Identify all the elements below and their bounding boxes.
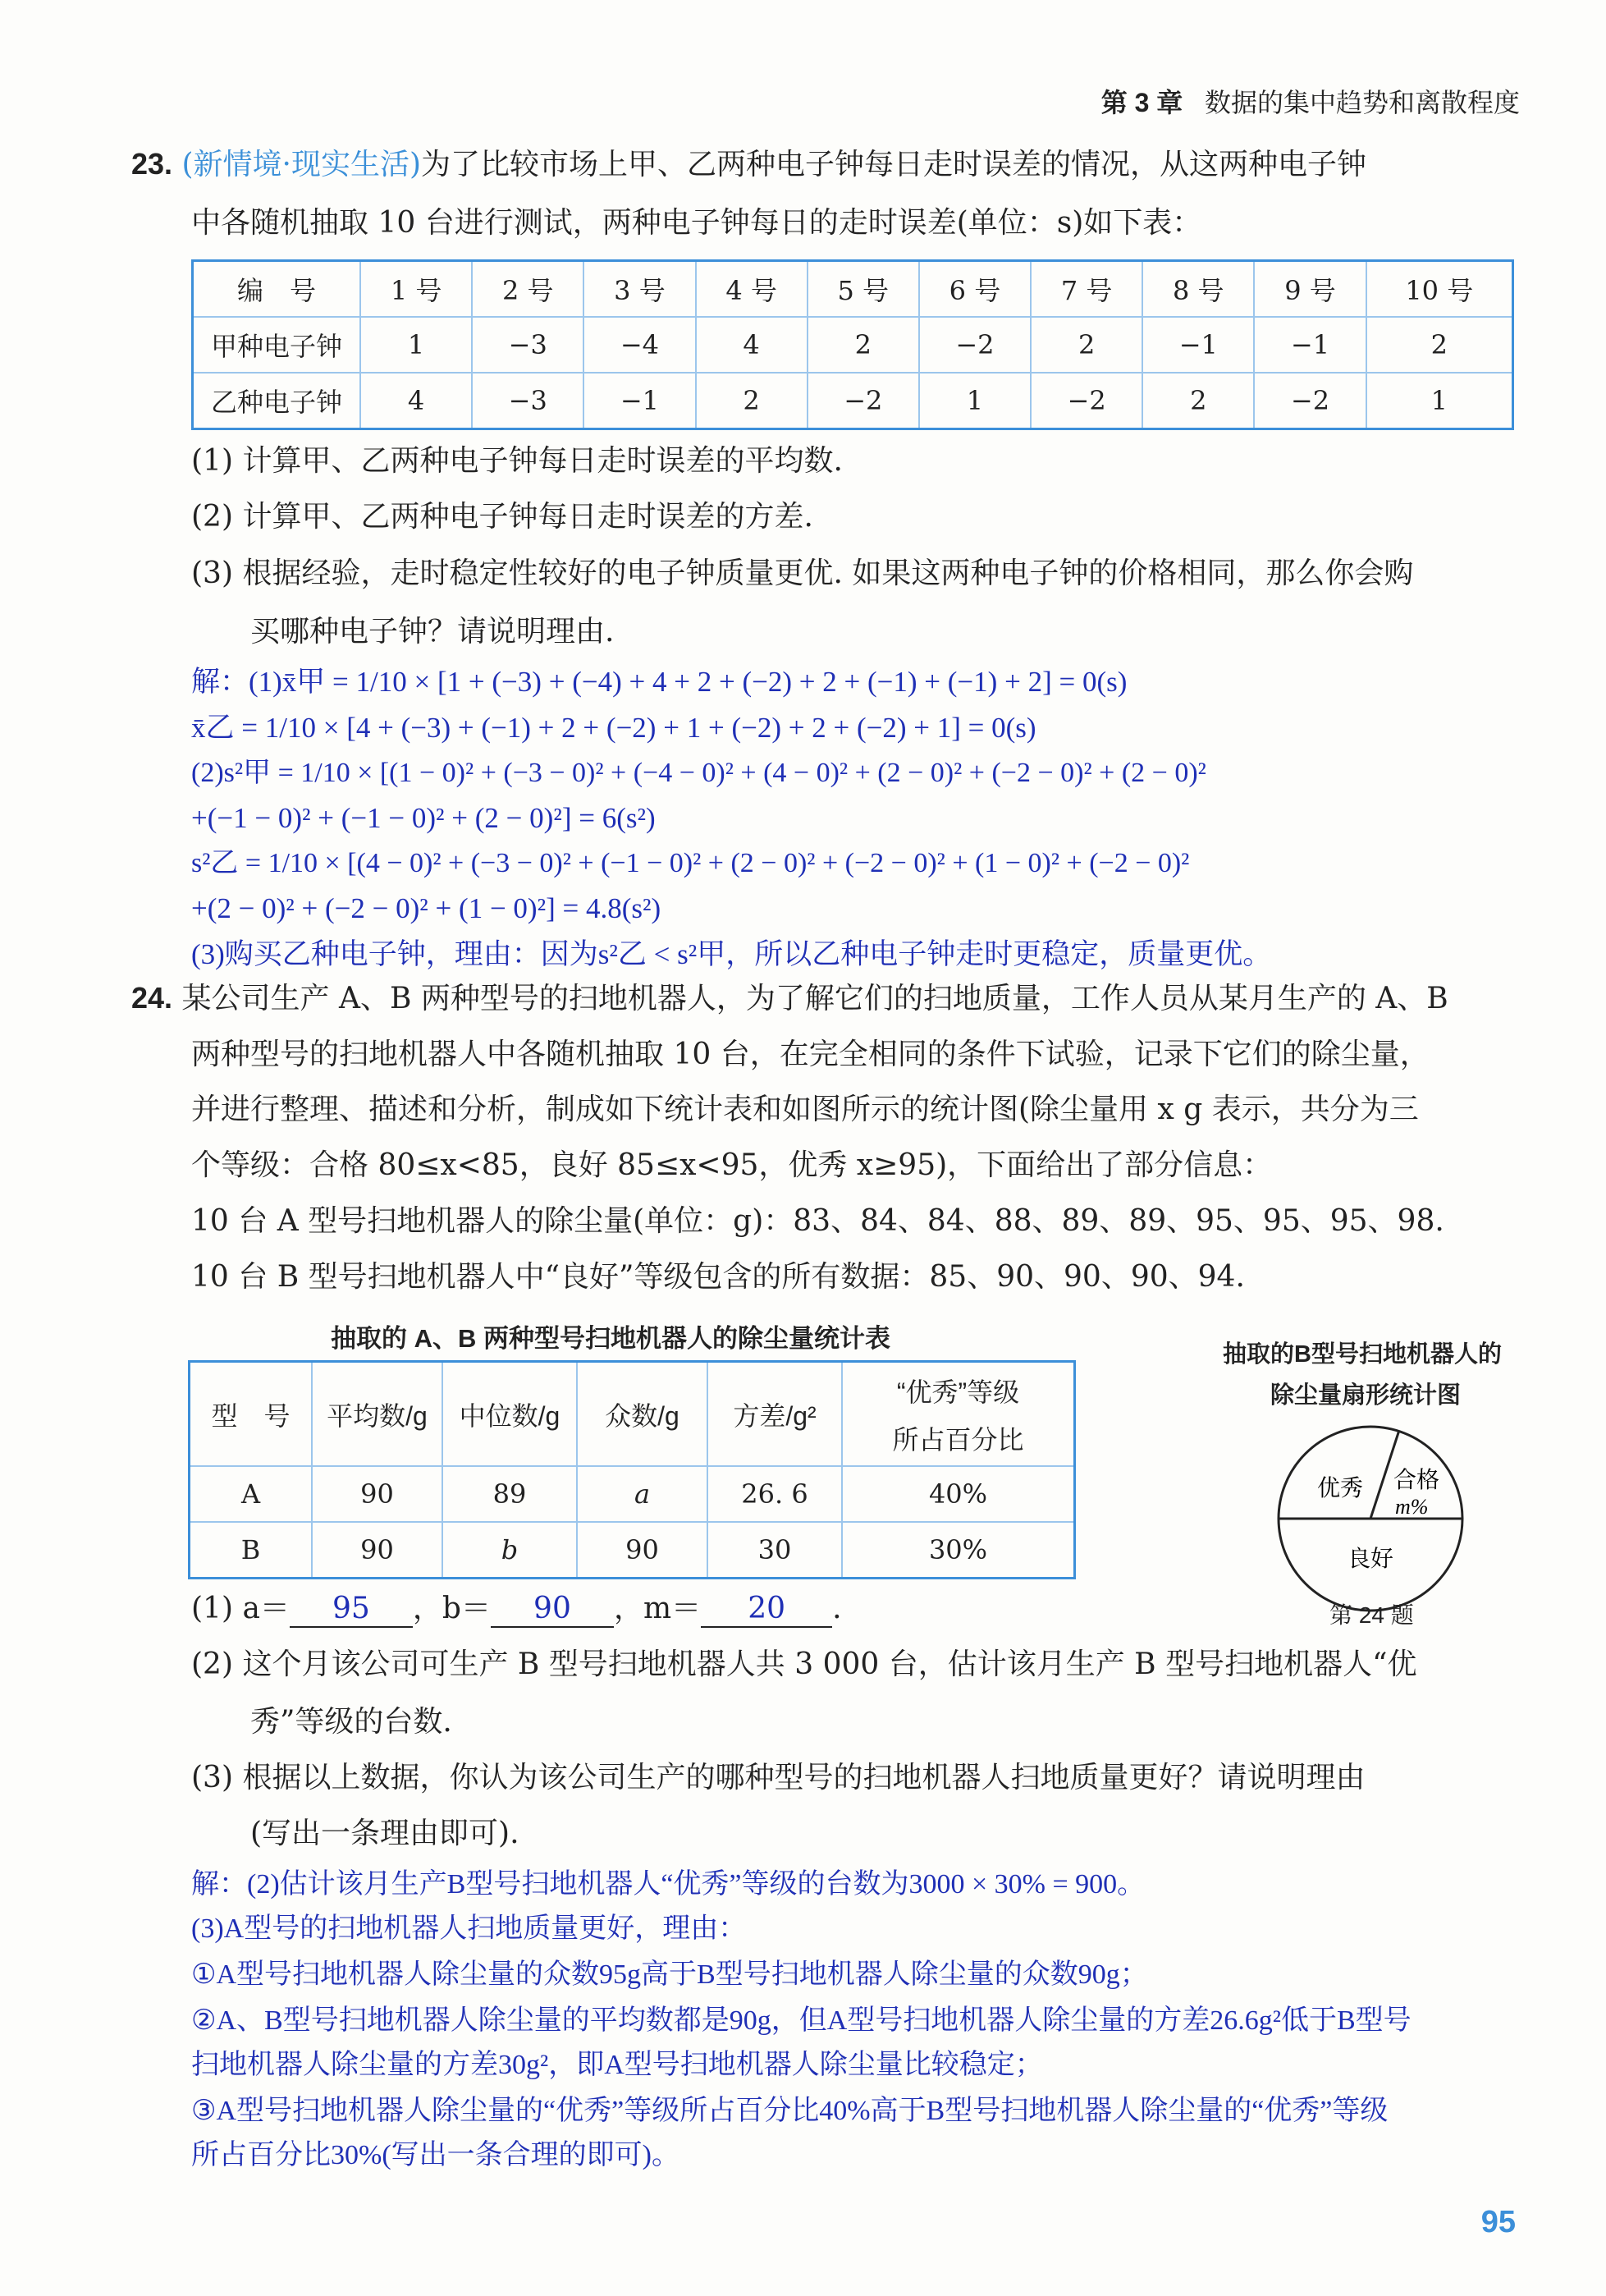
- pie-caption-2: 除尘量扇形统计图: [1270, 1382, 1462, 1409]
- q23-sub3b: 买哪种电子钟？请说明理由.: [250, 615, 615, 648]
- pie-chart: [1272, 1420, 1469, 1617]
- col-7: 7 号: [1031, 261, 1142, 318]
- chapter-title: 数据的集中趋势和离散程度: [1204, 88, 1520, 117]
- header-model: 型 号: [190, 1362, 313, 1467]
- table-cell: 1: [360, 317, 472, 373]
- table-cell: 2: [696, 373, 808, 429]
- q24-sub3b: (写出一条理由即可).: [250, 1817, 519, 1850]
- table-cell: −1: [1254, 317, 1366, 373]
- table-cell: 40%: [842, 1466, 1075, 1522]
- table-cell: 89: [442, 1466, 577, 1522]
- table-cell: A: [190, 1466, 313, 1522]
- table-row: [190, 1466, 1075, 1522]
- table-cell: −4: [583, 317, 695, 373]
- table-cell: −1: [1142, 317, 1254, 373]
- q24-sub1: [191, 1591, 842, 1628]
- table-cell: 2: [808, 317, 919, 373]
- table-cell: 90: [312, 1522, 442, 1579]
- header-excellent-line2: 所占百分比: [892, 1424, 1024, 1455]
- row-label: 甲种电子钟: [193, 317, 361, 373]
- q24-text1: 某公司生产 A、B 两种型号的扫地机器人，为了解它们的扫地质量，工作人员从某月生产的 A、B: [181, 982, 1448, 1015]
- q23-solution-3: (2)s²甲 = 1/10 × [(1 − 0)² + (−3 − 0)² + (−4 − 0)² + (4 − 0)² + (2 − 0)² + (−2 − 0)² + (2 − 0)²: [191, 758, 1206, 788]
- row-label: 乙种电子钟: [193, 373, 361, 429]
- q24-sub2a: (2) 这个月该公司可生产 B 型号扫地机器人共 3 000 台，估计该月生产 B 型号扫地机器人“优: [191, 1648, 1417, 1681]
- table-cell: b: [442, 1522, 577, 1579]
- col-5: 5 号: [808, 261, 919, 318]
- q23-solution-6: +(2 − 0)² + (−2 − 0)² + (1 − 0)²] = 4.8(s²): [191, 892, 661, 924]
- table-cell: 2: [1031, 317, 1142, 373]
- q24-solution-3: ①A型号扫地机器人除尘量的众数95g高于B型号扫地机器人除尘量的众数90g；: [191, 1959, 1148, 1990]
- pie-caption-1: 抽取的B型号扫地机器人的: [1223, 1341, 1502, 1368]
- table-cell: −2: [1254, 373, 1366, 429]
- page-header: [1101, 87, 1520, 118]
- pie-label-good: 良好: [1347, 1546, 1394, 1571]
- header-excellent-pct: [842, 1362, 1075, 1467]
- col-3: 3 号: [583, 261, 695, 318]
- header-variance: 方差/g²: [707, 1362, 842, 1467]
- table-header-label: 编 号: [193, 261, 361, 318]
- q23-line1: [131, 146, 1366, 182]
- q24-solution-1: 解：(2)估计该月生产B型号扫地机器人“优秀”等级的台数为3000 × 30% = 900。: [191, 1869, 1146, 1900]
- q23-table: [191, 259, 1514, 430]
- table-cell: a: [577, 1466, 707, 1522]
- col-10: 10 号: [1366, 261, 1513, 318]
- q24-sub3a: (3) 根据以上数据，你认为该公司生产的哪种型号的扫地机器人扫地质量更好？请说明理由: [191, 1761, 1366, 1794]
- q24-solution-5: 扫地机器人除尘量的方差30g²，即A型号扫地机器人除尘量比较稳定；: [191, 2050, 1043, 2080]
- header-mean: 平均数/g: [312, 1362, 442, 1467]
- page-number: 95: [1480, 2205, 1516, 2239]
- pie-label-pass: 合格: [1393, 1467, 1440, 1492]
- table-cell: 30%: [842, 1522, 1075, 1579]
- q24-number: 24.: [131, 981, 173, 1015]
- pie-label-pass-pct: m%: [1395, 1495, 1429, 1519]
- table-cell: −2: [808, 373, 919, 429]
- q23-sub1: (1) 计算甲、乙两种电子钟每日走时误差的平均数.: [191, 444, 843, 478]
- table-cell: 90: [577, 1522, 707, 1579]
- pie-label-excellent: 优秀: [1317, 1475, 1364, 1501]
- q24-solution-4: ②A、B型号扫地机器人除尘量的平均数都是90g，但A型号扫地机器人除尘量的方差26.6g²低于B型号: [191, 2005, 1412, 2036]
- table-cell: 2: [1142, 373, 1254, 429]
- table-cell: −1: [583, 373, 695, 429]
- q23-table-header-row: [193, 261, 1513, 318]
- header-excellent-line1: “优秀”等级: [896, 1377, 1020, 1407]
- table-row: [193, 373, 1513, 429]
- col-6: 6 号: [919, 261, 1031, 318]
- table-cell: 4: [360, 373, 472, 429]
- table-cell: −3: [472, 317, 583, 373]
- table-cell: 2: [1366, 317, 1513, 373]
- q24-line4: 个等级：合格 80≤x<85，良好 85≤x<95，优秀 x≥95)，下面给出了部分信息：: [191, 1148, 1273, 1182]
- col-4: 4 号: [696, 261, 808, 318]
- chapter-label: 第 3 章: [1100, 88, 1183, 117]
- q24-solution-6: ③A型号扫地机器人除尘量的“优秀”等级所占百分比40%高于B型号扫地机器人除尘量的“优秀”等级: [191, 2096, 1389, 2126]
- q23-sub2: (2) 计算甲、乙两种电子钟每日走时误差的方差.: [191, 500, 813, 534]
- table-cell: −3: [472, 373, 583, 429]
- q23-text1: 为了比较市场上甲、乙两种电子钟每日走时误差的情况，从这两种电子钟: [421, 148, 1367, 181]
- q24-solution-7: 所占百分比30%(写出一条合理的即可)。: [191, 2140, 679, 2170]
- answer-a: 95: [290, 1591, 413, 1628]
- q24-line2: 两种型号的扫地机器人中各随机抽取 10 台，在完全相同的条件下试验，记录下它们的除尘量，: [191, 1038, 1430, 1071]
- table-cell: 26. 6: [707, 1466, 842, 1522]
- q24-sub2b: 秀”等级的台数.: [250, 1705, 452, 1739]
- col-2: 2 号: [472, 261, 583, 318]
- table-cell: 4: [696, 317, 808, 373]
- table-cell: B: [190, 1522, 313, 1579]
- sub1-end: .: [832, 1592, 842, 1625]
- sub1-m-prefix: ，m＝: [613, 1592, 702, 1625]
- q24-table: [188, 1360, 1076, 1579]
- q23-solution-4: +(−1 − 0)² + (−1 − 0)² + (2 − 0)²] = 6(s²): [191, 802, 656, 834]
- q23-sub3a: (3) 根据经验，走时稳定性较好的电子钟质量更优. 如果这两种电子钟的价格相同，那么你会购: [191, 557, 1414, 590]
- table-row: [193, 317, 1513, 373]
- col-8: 8 号: [1142, 261, 1254, 318]
- col-1: 1 号: [360, 261, 472, 318]
- q24-line1: [131, 980, 1448, 1016]
- q23-solution-1: 解：(1)x̄甲 = 1/10 × [1 + (−3) + (−4) + 4 + 2 + (−2) + 2 + (−1) + (−1) + 2] = 0(s): [191, 666, 1128, 698]
- sub1-b-prefix: ，b＝: [412, 1592, 491, 1625]
- table-cell: 30: [707, 1522, 842, 1579]
- table-cell: 90: [312, 1466, 442, 1522]
- table-cell: 1: [1366, 373, 1513, 429]
- q24-line5: 10 台 A 型号扫地机器人的除尘量(单位：g)：83、84、84、88、89、89、95、95、95、98.: [191, 1204, 1444, 1238]
- q23-number: 23.: [131, 147, 173, 181]
- q24-line6: 10 台 B 型号扫地机器人中“良好”等级包含的所有数据：85、90、90、90、94.: [191, 1260, 1245, 1294]
- header-mode: 众数/g: [577, 1362, 707, 1467]
- q24-line3: 并进行整理、描述和分析，制成如下统计表和如图所示的统计图(除尘量用 x g 表示，共分为三: [191, 1093, 1419, 1126]
- table-cell: 1: [919, 373, 1031, 429]
- q23-solution-7: (3)购买乙种电子钟，理由：因为s²乙 < s²甲，所以乙种电子钟走时更稳定，质量更优。: [191, 938, 1272, 970]
- table-row: [190, 1522, 1075, 1579]
- col-9: 9 号: [1254, 261, 1366, 318]
- q23-solution-2: x̄乙 = 1/10 × [4 + (−3) + (−1) + 2 + (−2) + 1 + (−2) + 2 + (−2) + 1] = 0(s): [191, 712, 1036, 744]
- q23-line2: 中各随机抽取 10 台进行测试，两种电子钟每日的走时误差(单位：s)如下表：: [191, 206, 1202, 240]
- q24-solution-2: (3)A型号的扫地机器人扫地质量更好，理由：: [191, 1913, 747, 1944]
- q24-table-header-row: [190, 1362, 1075, 1467]
- sub1-prefix: (1) a＝: [191, 1592, 290, 1625]
- q23-tag: (新情境·现实生活): [181, 148, 422, 181]
- answer-m: 20: [701, 1591, 832, 1628]
- q23-solution-5: s²乙 = 1/10 × [(4 − 0)² + (−3 − 0)² + (−1 − 0)² + (2 − 0)² + (−2 − 0)² + (1 − 0)² + (−2 − 0)²: [191, 848, 1190, 878]
- answer-b: 90: [491, 1591, 614, 1628]
- q24-table-caption: 抽取的 A、B 两种型号扫地机器人的除尘量统计表: [331, 1324, 890, 1353]
- table-cell: −2: [919, 317, 1031, 373]
- table-cell: −2: [1031, 373, 1142, 429]
- figure-label: 第 24 题: [1329, 1602, 1414, 1628]
- header-median: 中位数/g: [442, 1362, 577, 1467]
